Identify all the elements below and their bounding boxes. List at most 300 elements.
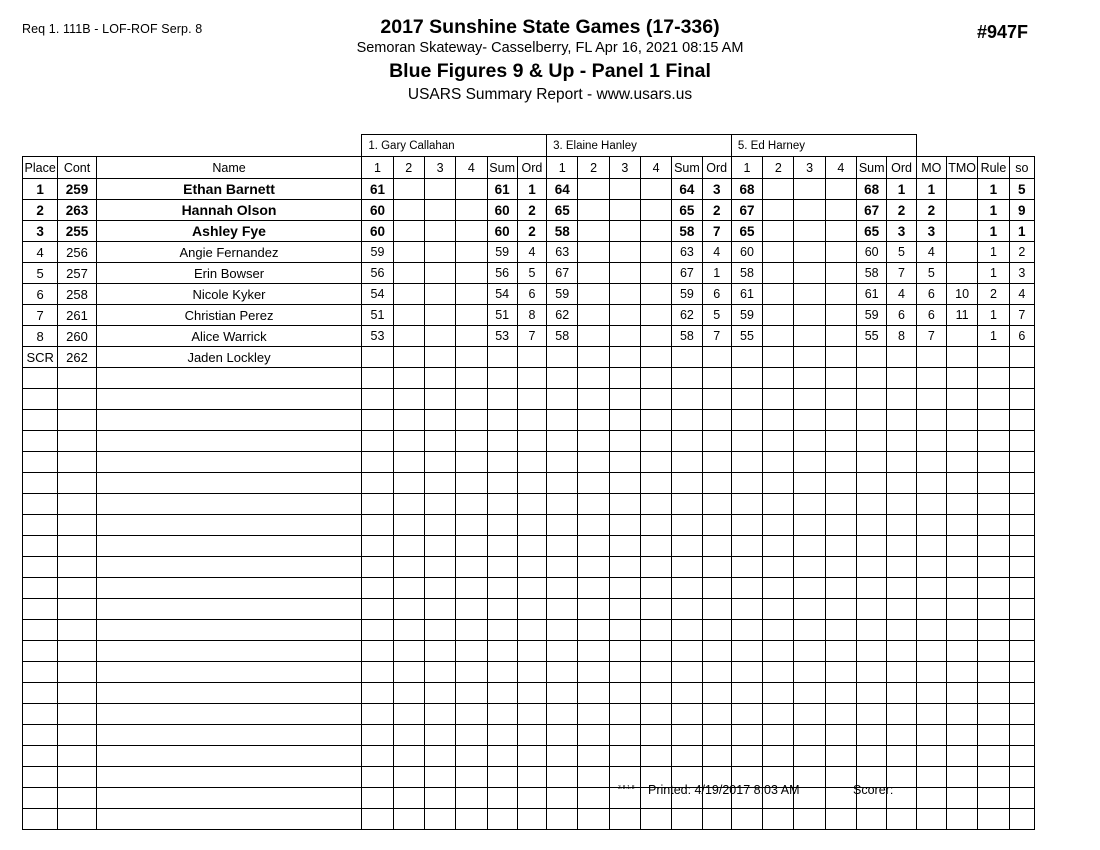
cell-name	[96, 725, 362, 746]
cell-judge2-score	[609, 620, 640, 641]
judge-band-spacer	[916, 135, 946, 157]
cell-judge2-fig1	[547, 347, 578, 368]
cell-so: 5	[1009, 179, 1034, 200]
cell-judge2-score	[672, 683, 702, 704]
cell-rule	[978, 557, 1009, 578]
cell-judge2-sum: 58	[672, 221, 702, 242]
cell-judge1-ord: 1	[517, 179, 546, 200]
col-header-j1-fig1: 1	[362, 157, 393, 179]
cell-judge3-score	[794, 431, 825, 452]
cell-judge3-score	[763, 515, 794, 536]
cell-judge3-ord	[887, 494, 916, 515]
cell-name	[96, 515, 362, 536]
cell-judge2-score	[547, 641, 578, 662]
cell-tmo	[946, 557, 977, 578]
cell-judge2-fig2	[578, 200, 609, 221]
cell-judge1-score	[456, 578, 487, 599]
cell-name: Nicole Kyker	[96, 284, 362, 305]
cell-judge2-score	[640, 515, 671, 536]
cell-rule	[978, 704, 1009, 725]
cell-rule: 1	[978, 305, 1009, 326]
cell-judge1-fig1: 53	[362, 326, 393, 347]
cell-judge3-score	[825, 578, 856, 599]
cell-judge2-score	[578, 515, 609, 536]
cell-judge3-score	[731, 599, 762, 620]
cell-judge1-score	[487, 578, 517, 599]
printed-timestamp: Printed: 4/19/2017 8:03 AM	[648, 783, 800, 797]
cell-judge2-score	[578, 641, 609, 662]
cell-judge1-ord: 6	[517, 284, 546, 305]
cell-so	[1009, 473, 1034, 494]
cell-judge3-score	[857, 620, 887, 641]
cell-judge2-ord	[702, 578, 731, 599]
cell-judge2-score	[578, 431, 609, 452]
cell-tmo	[946, 578, 977, 599]
cell-judge3-fig4	[825, 242, 856, 263]
cell-judge3-score	[825, 704, 856, 725]
cell-judge1-score	[362, 725, 393, 746]
col-header-j2-fig2: 2	[578, 157, 609, 179]
cell-judge1-score	[393, 515, 424, 536]
cell-judge1-score	[487, 599, 517, 620]
table-row	[23, 221, 1035, 242]
cell-rule	[978, 389, 1009, 410]
cell-place	[23, 641, 58, 662]
cell-judge1-score	[456, 683, 487, 704]
cell-judge3-fig1: 67	[731, 200, 762, 221]
cell-judge1-score	[456, 809, 487, 830]
cell-judge1-fig3	[424, 305, 455, 326]
cell-judge3-score	[825, 536, 856, 557]
cell-rule	[978, 683, 1009, 704]
cell-so	[1009, 809, 1034, 830]
cell-cont	[58, 431, 96, 452]
cell-judge2-score	[578, 452, 609, 473]
cell-judge3-sum	[857, 347, 887, 368]
cell-mo: 2	[916, 200, 946, 221]
cell-judge2-ord	[702, 704, 731, 725]
cell-judge2-score	[672, 599, 702, 620]
cell-judge1-ord	[517, 809, 546, 830]
cell-so	[1009, 599, 1034, 620]
cell-judge1-fig2	[393, 221, 424, 242]
cell-cont	[58, 473, 96, 494]
cell-judge3-fig4	[825, 284, 856, 305]
cell-so	[1009, 662, 1034, 683]
cell-place: 4	[23, 242, 58, 263]
cell-judge3-ord	[887, 473, 916, 494]
col-header-tmo: TMO	[946, 157, 977, 179]
cell-rule: 1	[978, 242, 1009, 263]
cell-name	[96, 536, 362, 557]
cell-name: Jaden Lockley	[96, 347, 362, 368]
cell-place	[23, 683, 58, 704]
col-header-j3-ord: Ord	[887, 157, 916, 179]
cell-judge3-score	[857, 557, 887, 578]
cell-judge3-score	[857, 809, 887, 830]
cell-judge3-ord: 8	[887, 326, 916, 347]
cell-judge1-score	[393, 494, 424, 515]
cell-rule	[978, 368, 1009, 389]
cell-judge3-score	[731, 557, 762, 578]
requirement-line: Req 1. 111B - LOF-ROF Serp. 8	[22, 22, 203, 36]
cell-tmo	[946, 263, 977, 284]
cell-judge1-score	[424, 494, 455, 515]
cell-judge3-ord	[887, 536, 916, 557]
cell-judge1-score	[487, 368, 517, 389]
table-row	[23, 326, 1035, 347]
cell-judge2-fig1: 64	[547, 179, 578, 200]
cell-so: 2	[1009, 242, 1034, 263]
cell-judge2-fig4	[640, 242, 671, 263]
cell-judge1-ord	[517, 368, 546, 389]
cell-judge2-score	[547, 389, 578, 410]
cell-judge2-score	[609, 641, 640, 662]
cell-judge3-score	[857, 494, 887, 515]
table-row-blank	[23, 410, 1035, 431]
cell-judge3-score	[825, 473, 856, 494]
cell-judge2-score	[640, 473, 671, 494]
cell-judge3-score	[794, 704, 825, 725]
cell-judge2-ord	[702, 599, 731, 620]
cell-judge2-fig1: 67	[547, 263, 578, 284]
cell-tmo	[946, 200, 977, 221]
cell-judge2-ord	[702, 557, 731, 578]
cell-judge1-sum: 53	[487, 326, 517, 347]
cell-judge3-fig1	[731, 347, 762, 368]
cell-judge3-score	[857, 431, 887, 452]
cell-judge1-score	[424, 599, 455, 620]
scoresheet-table	[22, 134, 1035, 830]
cell-judge1-fig4	[456, 263, 487, 284]
cell-judge2-score	[547, 536, 578, 557]
cell-judge3-score	[763, 410, 794, 431]
cell-judge2-score	[547, 662, 578, 683]
cell-judge1-score	[487, 809, 517, 830]
cell-judge2-fig4	[640, 305, 671, 326]
cell-place	[23, 809, 58, 830]
cell-judge3-ord: 1	[887, 179, 916, 200]
cell-judge2-score	[609, 662, 640, 683]
judge-band-spacer	[946, 135, 977, 157]
cell-judge2-fig2	[578, 347, 609, 368]
cell-so	[1009, 683, 1034, 704]
cell-judge3-score	[794, 473, 825, 494]
cell-judge1-score	[362, 683, 393, 704]
cell-judge3-score	[825, 746, 856, 767]
cell-mo	[916, 494, 946, 515]
cell-judge3-fig2	[763, 179, 794, 200]
cell-judge2-score	[609, 368, 640, 389]
cell-judge2-fig1: 58	[547, 326, 578, 347]
cell-judge3-score	[794, 557, 825, 578]
cell-judge2-score	[640, 431, 671, 452]
cell-judge1-score	[393, 809, 424, 830]
cell-so	[1009, 641, 1034, 662]
table-row-blank	[23, 704, 1035, 725]
cell-judge2-ord	[702, 725, 731, 746]
cell-place	[23, 725, 58, 746]
cell-judge1-score	[393, 410, 424, 431]
cell-judge1-score	[424, 410, 455, 431]
cell-judge1-ord: 7	[517, 326, 546, 347]
cell-judge2-score	[672, 494, 702, 515]
cell-tmo	[946, 410, 977, 431]
cell-judge1-ord: 2	[517, 200, 546, 221]
cell-place	[23, 578, 58, 599]
cell-name	[96, 452, 362, 473]
cell-judge1-sum: 56	[487, 263, 517, 284]
cell-mo: 1	[916, 179, 946, 200]
cell-judge3-score	[763, 557, 794, 578]
cell-judge2-score	[578, 389, 609, 410]
cell-judge1-score	[393, 662, 424, 683]
cell-judge2-score	[547, 410, 578, 431]
cell-judge1-score	[424, 368, 455, 389]
cell-judge3-score	[857, 578, 887, 599]
cell-judge1-ord	[517, 725, 546, 746]
cell-judge2-score	[672, 704, 702, 725]
report-version: 3.8.1.8	[618, 785, 635, 791]
cell-judge3-score	[825, 641, 856, 662]
cell-rule: 1	[978, 179, 1009, 200]
cell-mo: 3	[916, 221, 946, 242]
cell-judge2-score	[672, 725, 702, 746]
cell-cont: 257	[58, 263, 96, 284]
table-row-blank	[23, 557, 1035, 578]
cell-judge2-score	[609, 473, 640, 494]
cell-judge3-score	[825, 410, 856, 431]
table-row	[23, 305, 1035, 326]
cell-judge1-score	[362, 410, 393, 431]
cell-judge3-score	[825, 662, 856, 683]
cell-mo	[916, 683, 946, 704]
cell-cont: 256	[58, 242, 96, 263]
cell-judge2-sum: 63	[672, 242, 702, 263]
cell-place: SCR	[23, 347, 58, 368]
cell-judge3-score	[763, 683, 794, 704]
table-row	[23, 200, 1035, 221]
cell-judge3-score	[794, 389, 825, 410]
cell-judge3-score	[794, 725, 825, 746]
cell-judge1-sum: 54	[487, 284, 517, 305]
cell-judge3-score	[794, 536, 825, 557]
cell-tmo	[946, 746, 977, 767]
cell-judge2-score	[609, 746, 640, 767]
table-row-blank	[23, 599, 1035, 620]
table-row-blank	[23, 452, 1035, 473]
cell-judge1-score	[362, 620, 393, 641]
cell-judge2-ord	[702, 620, 731, 641]
cell-place: 8	[23, 326, 58, 347]
cell-so	[1009, 536, 1034, 557]
cell-place	[23, 704, 58, 725]
cell-judge3-score	[794, 620, 825, 641]
cell-rule	[978, 725, 1009, 746]
cell-judge1-fig3	[424, 347, 455, 368]
cell-judge3-ord	[887, 641, 916, 662]
cell-judge1-ord	[517, 557, 546, 578]
table-row-blank	[23, 578, 1035, 599]
cell-so	[1009, 515, 1034, 536]
cell-judge3-score	[794, 746, 825, 767]
cell-judge2-score	[547, 494, 578, 515]
cell-judge3-score	[731, 515, 762, 536]
cell-judge3-score	[857, 662, 887, 683]
table-row-blank	[23, 536, 1035, 557]
cell-judge1-score	[393, 431, 424, 452]
cell-judge3-score	[731, 641, 762, 662]
cell-rule	[978, 536, 1009, 557]
col-header-j2-ord: Ord	[702, 157, 731, 179]
table-row-blank	[23, 641, 1035, 662]
cell-judge3-score	[763, 473, 794, 494]
col-header-j2-fig4: 4	[640, 157, 671, 179]
cell-cont: 261	[58, 305, 96, 326]
cell-place	[23, 536, 58, 557]
table-row	[23, 263, 1035, 284]
cell-judge3-fig2	[763, 284, 794, 305]
cell-judge2-fig4	[640, 200, 671, 221]
cell-judge3-ord: 7	[887, 263, 916, 284]
cell-judge2-ord	[702, 473, 731, 494]
cell-judge1-score	[456, 452, 487, 473]
cell-judge2-score	[547, 515, 578, 536]
cell-judge2-score	[547, 473, 578, 494]
cell-place	[23, 494, 58, 515]
cell-name	[96, 431, 362, 452]
cell-judge1-score	[456, 725, 487, 746]
cell-name	[96, 389, 362, 410]
cell-judge1-score	[456, 662, 487, 683]
cell-cont	[58, 662, 96, 683]
cell-rule: 1	[978, 200, 1009, 221]
table-row-blank	[23, 725, 1035, 746]
cell-name	[96, 620, 362, 641]
cell-cont	[58, 452, 96, 473]
cell-judge2-score	[578, 620, 609, 641]
cell-judge1-ord	[517, 746, 546, 767]
judge-band-spacer	[1009, 135, 1034, 157]
cell-judge2-score	[640, 620, 671, 641]
cell-cont	[58, 599, 96, 620]
judge-2-label: 3. Elaine Hanley	[547, 135, 732, 157]
col-header-j2-fig3: 3	[609, 157, 640, 179]
cell-judge3-fig3	[794, 221, 825, 242]
cell-tmo: 10	[946, 284, 977, 305]
cell-place: 5	[23, 263, 58, 284]
cell-so	[1009, 410, 1034, 431]
cell-judge2-score	[609, 494, 640, 515]
cell-cont	[58, 620, 96, 641]
cell-judge1-score	[424, 557, 455, 578]
page-title: 2017 Sunshine State Games (17-336)	[380, 16, 720, 38]
table-row-blank	[23, 620, 1035, 641]
cell-judge1-ord	[517, 641, 546, 662]
cell-judge3-fig4	[825, 263, 856, 284]
cell-judge2-ord: 5	[702, 305, 731, 326]
cell-judge1-score	[487, 494, 517, 515]
cell-tmo	[946, 452, 977, 473]
cell-judge2-fig1: 62	[547, 305, 578, 326]
cell-mo: 4	[916, 242, 946, 263]
cell-judge2-fig2	[578, 242, 609, 263]
cell-mo	[916, 536, 946, 557]
cell-judge1-score	[487, 662, 517, 683]
cell-judge2-score	[672, 389, 702, 410]
cell-judge1-ord	[517, 389, 546, 410]
cell-rule: 1	[978, 263, 1009, 284]
cell-judge2-score	[672, 578, 702, 599]
cell-judge2-ord: 6	[702, 284, 731, 305]
judge-band-spacer	[978, 135, 1009, 157]
cell-judge1-score	[393, 473, 424, 494]
col-header-j1-fig2: 2	[393, 157, 424, 179]
cell-judge1-score	[393, 368, 424, 389]
cell-judge3-ord: 2	[887, 200, 916, 221]
cell-judge2-fig4	[640, 179, 671, 200]
cell-judge3-score	[731, 536, 762, 557]
cell-judge2-score	[578, 368, 609, 389]
cell-tmo	[946, 389, 977, 410]
cell-judge1-fig3	[424, 221, 455, 242]
cell-judge2-score	[578, 473, 609, 494]
cell-judge1-fig4	[456, 200, 487, 221]
cell-judge1-ord	[517, 704, 546, 725]
cell-place	[23, 368, 58, 389]
cell-judge3-fig3	[794, 284, 825, 305]
cell-so	[1009, 431, 1034, 452]
cell-judge1-score	[393, 578, 424, 599]
cell-judge1-sum	[487, 347, 517, 368]
cell-judge1-score	[487, 725, 517, 746]
cell-judge3-score	[794, 662, 825, 683]
cell-judge1-ord: 5	[517, 263, 546, 284]
cell-judge2-ord	[702, 452, 731, 473]
cell-rule	[978, 620, 1009, 641]
cell-judge1-fig3	[424, 200, 455, 221]
cell-judge2-sum: 65	[672, 200, 702, 221]
cell-judge1-score	[424, 473, 455, 494]
cell-judge1-score	[362, 599, 393, 620]
cell-name	[96, 557, 362, 578]
cell-mo	[916, 452, 946, 473]
cell-judge3-ord: 5	[887, 242, 916, 263]
cell-judge3-sum: 68	[857, 179, 887, 200]
cell-judge1-score	[487, 473, 517, 494]
cell-cont	[58, 683, 96, 704]
cell-judge1-score	[393, 746, 424, 767]
cell-judge2-score	[672, 746, 702, 767]
cell-judge1-fig2	[393, 326, 424, 347]
cell-judge3-score	[731, 431, 762, 452]
cell-judge1-sum: 59	[487, 242, 517, 263]
cell-judge1-ord	[517, 620, 546, 641]
event-title: Blue Figures 9 & Up - Panel 1 Final	[389, 60, 711, 82]
cell-name: Hannah Olson	[96, 200, 362, 221]
cell-so	[1009, 347, 1034, 368]
cell-judge2-score	[578, 704, 609, 725]
cell-judge1-score	[393, 452, 424, 473]
cell-judge3-ord	[887, 557, 916, 578]
cell-judge1-score	[487, 431, 517, 452]
cell-judge3-ord	[887, 662, 916, 683]
cell-judge1-score	[487, 410, 517, 431]
cell-judge2-score	[609, 536, 640, 557]
cell-judge2-ord: 2	[702, 200, 731, 221]
cell-judge3-score	[763, 641, 794, 662]
cell-judge3-fig1: 55	[731, 326, 762, 347]
